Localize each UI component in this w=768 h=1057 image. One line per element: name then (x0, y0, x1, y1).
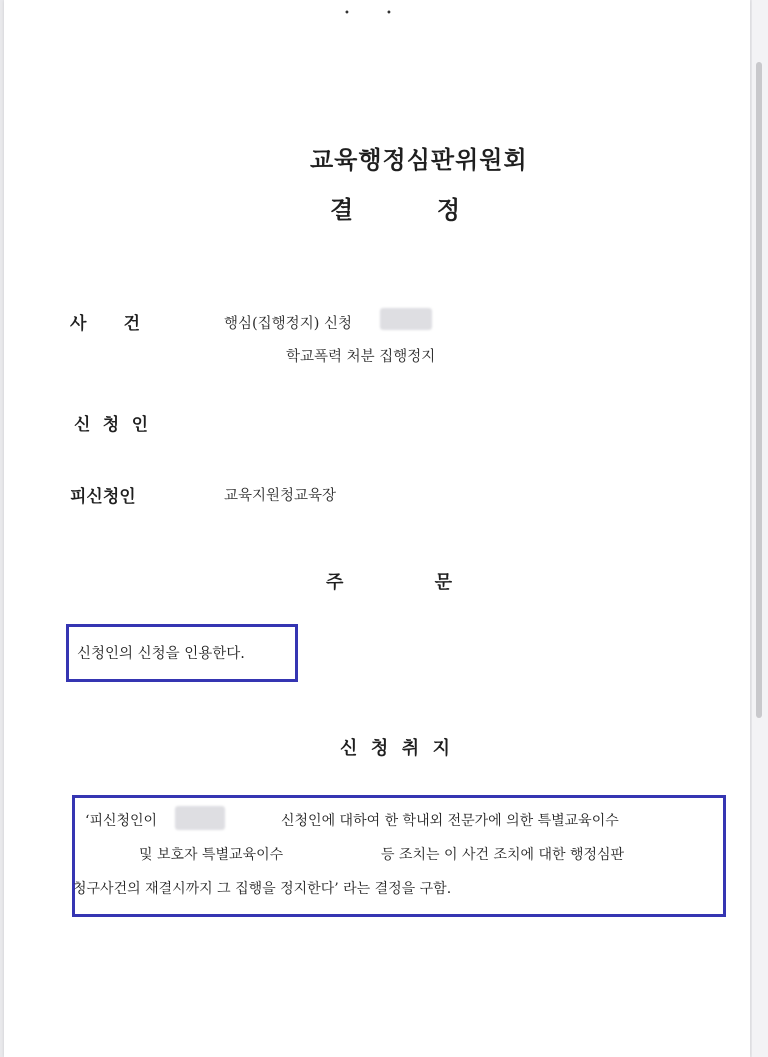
purpose-line-1a: ‘피신청인이 (85, 813, 158, 829)
decision-title (330, 190, 460, 225)
case-line-1: 행심(집행정지) 신청 (224, 316, 352, 332)
redaction-block (380, 308, 432, 330)
committee-title: 교육행정심판위원회 (310, 145, 528, 174)
order-text: 신청인의 신청을 인용한다. (77, 646, 245, 662)
scroll-thumb[interactable] (756, 62, 762, 718)
order-heading: 주 문 (326, 572, 452, 593)
case-line-2: 학교폭력 처분 집행정지 (286, 349, 436, 365)
decision-char: 정 (436, 195, 460, 224)
order-highlight-box (66, 624, 298, 682)
respondent-value: 교육지원청교육장 (224, 488, 337, 504)
decision-char: 결 (330, 195, 354, 224)
respondent-label: 피신청인 (70, 487, 136, 507)
purpose-heading: 신 청 취 지 (340, 738, 450, 759)
scan-mark: • (386, 8, 392, 19)
purpose-line-3: 청구사건의 재결시까지 그 집행을 정지한다’ 라는 결정을 구함. (73, 881, 452, 897)
purpose-line-1b: 신청인에 대하여 한 학내외 전문가에 의한 특별교육이수 (281, 813, 619, 829)
vertical-scrollbar[interactable] (752, 0, 768, 1057)
applicant-label: 신 청 인 (74, 415, 148, 435)
purpose-highlight-box (72, 795, 726, 917)
scan-mark: • (344, 8, 350, 19)
purpose-line-2b: 등 조치는 이 사건 조치에 대한 행정심판 (381, 847, 625, 863)
document-page (4, 0, 750, 1057)
case-label: 사 건 (70, 314, 140, 334)
redaction-block (175, 806, 225, 830)
purpose-line-2a: 및 보호자 특별교육이수 (139, 847, 284, 863)
